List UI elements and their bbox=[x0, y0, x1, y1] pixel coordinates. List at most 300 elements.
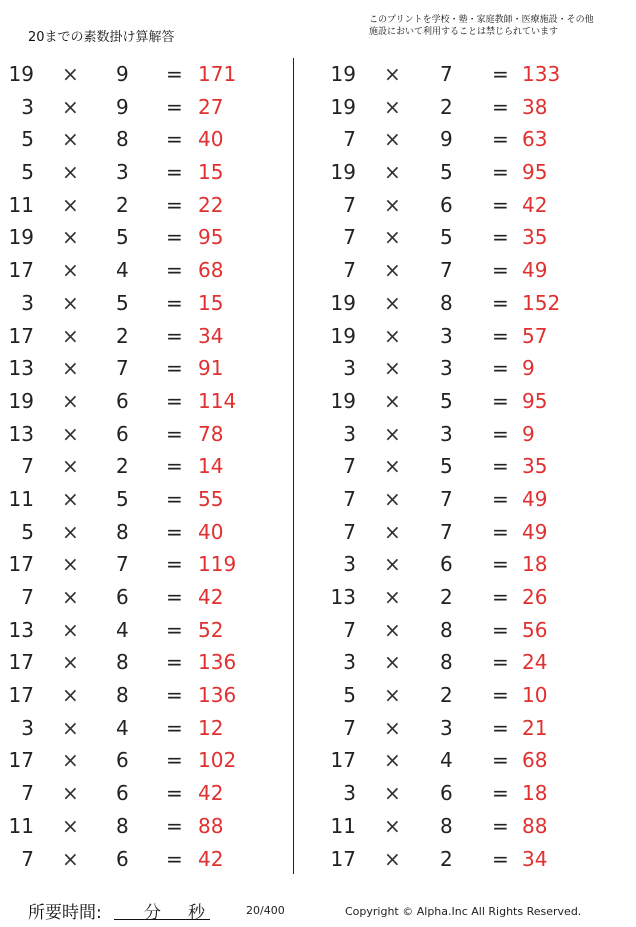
problem-row bbox=[0, 91, 300, 124]
problem-row bbox=[328, 777, 628, 810]
equals-sign: = bbox=[166, 388, 183, 413]
footer bbox=[0, 898, 636, 922]
multiplicand: 11 bbox=[8, 192, 34, 217]
problem-row bbox=[0, 352, 300, 385]
times-sign: × bbox=[384, 519, 401, 544]
problem-row bbox=[0, 418, 300, 451]
problem-row bbox=[0, 516, 300, 549]
equals-sign: = bbox=[166, 781, 183, 806]
multiplier: 6 bbox=[116, 781, 129, 806]
times-sign: × bbox=[384, 683, 401, 708]
times-sign: × bbox=[62, 748, 79, 773]
times-sign: × bbox=[384, 94, 401, 119]
times-sign: × bbox=[62, 552, 79, 577]
multiplier: 2 bbox=[440, 94, 453, 119]
answer: 68 bbox=[198, 258, 224, 283]
problem-row bbox=[0, 744, 300, 777]
multiplicand: 7 bbox=[21, 846, 34, 871]
equals-sign: = bbox=[166, 585, 183, 609]
equals-sign: = bbox=[166, 421, 183, 446]
answer: 136 bbox=[198, 650, 237, 675]
equals-sign: = bbox=[492, 683, 509, 708]
multiplier: 2 bbox=[440, 683, 453, 708]
multiplicand: 17 bbox=[8, 552, 34, 577]
times-sign: × bbox=[384, 454, 401, 479]
times-sign: × bbox=[62, 62, 79, 86]
answer: 136 bbox=[198, 683, 237, 708]
equals-sign: = bbox=[166, 258, 183, 283]
multiplicand: 5 bbox=[343, 683, 356, 708]
times-sign: × bbox=[384, 62, 401, 86]
seconds-label: 秒 bbox=[188, 903, 205, 923]
equals-sign: = bbox=[166, 356, 183, 381]
multiplier: 6 bbox=[116, 421, 129, 446]
answer: 38 bbox=[522, 94, 548, 119]
times-sign: × bbox=[384, 225, 401, 250]
answer: 42 bbox=[198, 585, 224, 609]
problem-row bbox=[328, 189, 628, 222]
answer: 34 bbox=[198, 323, 224, 348]
times-sign: × bbox=[384, 486, 401, 511]
answer: 15 bbox=[198, 290, 224, 315]
multiplicand: 19 bbox=[8, 388, 34, 413]
times-sign: × bbox=[384, 127, 401, 152]
page-counter: 20/400 bbox=[246, 904, 285, 917]
multiplicand: 3 bbox=[21, 290, 34, 315]
multiplier: 8 bbox=[116, 650, 129, 675]
problem-row bbox=[328, 581, 628, 614]
minutes-label: 分 bbox=[144, 903, 161, 923]
problem-row bbox=[328, 810, 628, 843]
times-sign: × bbox=[62, 715, 79, 740]
multiplier: 2 bbox=[440, 585, 453, 609]
problem-row bbox=[0, 320, 300, 353]
multiplier: 6 bbox=[440, 781, 453, 806]
answer: 40 bbox=[198, 519, 224, 544]
times-sign: × bbox=[62, 290, 79, 315]
multiplier: 9 bbox=[116, 62, 129, 86]
equals-sign: = bbox=[492, 617, 509, 642]
times-sign: × bbox=[62, 388, 79, 413]
multiplicand: 17 bbox=[8, 683, 34, 708]
multiplicand: 17 bbox=[8, 748, 34, 773]
problem-row bbox=[0, 777, 300, 810]
times-sign: × bbox=[62, 813, 79, 838]
answer: 9 bbox=[522, 421, 535, 446]
usage-notice-line-1: このプリントを学校・塾・家庭教師・医療施設・その他 bbox=[369, 15, 594, 25]
multiplier: 3 bbox=[440, 323, 453, 348]
answer: 12 bbox=[198, 715, 224, 740]
problem-row bbox=[328, 221, 628, 254]
multiplier: 8 bbox=[440, 650, 453, 675]
equals-sign: = bbox=[166, 290, 183, 315]
problem-row bbox=[0, 287, 300, 320]
multiplier: 3 bbox=[440, 421, 453, 446]
multiplier: 7 bbox=[440, 62, 453, 86]
multiplicand: 19 bbox=[330, 94, 356, 119]
equals-sign: = bbox=[166, 650, 183, 675]
multiplicand: 11 bbox=[330, 813, 356, 838]
multiplier: 2 bbox=[116, 192, 129, 217]
answer: 49 bbox=[522, 486, 548, 511]
multiplicand: 5 bbox=[21, 160, 34, 185]
multiplier: 7 bbox=[440, 486, 453, 511]
problem-row bbox=[0, 843, 300, 876]
equals-sign: = bbox=[166, 192, 183, 217]
times-sign: × bbox=[384, 781, 401, 806]
problem-row bbox=[328, 646, 628, 679]
multiplicand: 7 bbox=[343, 225, 356, 250]
multiplier: 3 bbox=[116, 160, 129, 185]
multiplier: 3 bbox=[440, 715, 453, 740]
answer: 171 bbox=[198, 62, 237, 86]
problem-row bbox=[0, 385, 300, 418]
multiplicand: 7 bbox=[21, 585, 34, 609]
multiplicand: 3 bbox=[21, 94, 34, 119]
problem-row bbox=[0, 254, 300, 287]
equals-sign: = bbox=[492, 192, 509, 217]
multiplier: 4 bbox=[116, 715, 129, 740]
problem-row bbox=[328, 91, 628, 124]
equals-sign: = bbox=[166, 127, 183, 152]
column-divider bbox=[293, 58, 294, 874]
answer: 102 bbox=[198, 748, 237, 773]
multiplicand: 17 bbox=[8, 258, 34, 283]
equals-sign: = bbox=[166, 683, 183, 708]
equals-sign: = bbox=[166, 813, 183, 838]
multiplicand: 3 bbox=[343, 781, 356, 806]
answer: 78 bbox=[198, 421, 224, 446]
times-sign: × bbox=[62, 356, 79, 381]
multiplicand: 17 bbox=[8, 323, 34, 348]
answer: 63 bbox=[522, 127, 548, 152]
answer: 114 bbox=[198, 388, 237, 413]
problem-row bbox=[328, 483, 628, 516]
equals-sign: = bbox=[492, 715, 509, 740]
problem-row bbox=[328, 516, 628, 549]
times-sign: × bbox=[384, 192, 401, 217]
problem-row bbox=[0, 810, 300, 843]
equals-sign: = bbox=[166, 748, 183, 773]
multiplicand: 3 bbox=[343, 421, 356, 446]
multiplier: 8 bbox=[116, 813, 129, 838]
times-sign: × bbox=[62, 258, 79, 283]
times-sign: × bbox=[62, 127, 79, 152]
answer: 21 bbox=[522, 715, 548, 740]
multiplicand: 13 bbox=[8, 421, 34, 446]
times-sign: × bbox=[62, 421, 79, 446]
answer: 42 bbox=[522, 192, 548, 217]
multiplier: 8 bbox=[440, 290, 453, 315]
multiplier: 8 bbox=[440, 813, 453, 838]
answer: 56 bbox=[522, 617, 548, 642]
problem-row bbox=[0, 646, 300, 679]
multiplicand: 7 bbox=[343, 258, 356, 283]
multiplicand: 5 bbox=[21, 519, 34, 544]
problem-row bbox=[328, 287, 628, 320]
equals-sign: = bbox=[166, 715, 183, 740]
problem-row bbox=[328, 744, 628, 777]
times-sign: × bbox=[62, 160, 79, 185]
multiplier: 5 bbox=[440, 454, 453, 479]
times-sign: × bbox=[62, 519, 79, 544]
times-sign: × bbox=[384, 356, 401, 381]
multiplicand: 11 bbox=[8, 486, 34, 511]
multiplicand: 5 bbox=[21, 127, 34, 152]
answer: 119 bbox=[198, 552, 237, 577]
problem-row bbox=[0, 156, 300, 189]
equals-sign: = bbox=[166, 846, 183, 871]
multiplicand: 7 bbox=[343, 127, 356, 152]
multiplicand: 13 bbox=[8, 356, 34, 381]
multiplicand: 3 bbox=[21, 715, 34, 740]
multiplier: 6 bbox=[116, 748, 129, 773]
times-sign: × bbox=[384, 748, 401, 773]
times-sign: × bbox=[384, 552, 401, 577]
multiplier: 4 bbox=[116, 617, 129, 642]
equals-sign: = bbox=[492, 62, 509, 86]
problem-row bbox=[328, 548, 628, 581]
times-sign: × bbox=[62, 585, 79, 609]
equals-sign: = bbox=[166, 486, 183, 511]
equals-sign: = bbox=[492, 781, 509, 806]
problem-row bbox=[0, 123, 300, 156]
answer: 49 bbox=[522, 258, 548, 283]
times-sign: × bbox=[62, 486, 79, 511]
equals-sign: = bbox=[492, 846, 509, 871]
multiplicand: 19 bbox=[330, 160, 356, 185]
multiplicand: 3 bbox=[343, 356, 356, 381]
multiplier: 8 bbox=[116, 683, 129, 708]
multiplier: 5 bbox=[116, 290, 129, 315]
answer: 95 bbox=[198, 225, 224, 250]
multiplicand: 7 bbox=[343, 519, 356, 544]
multiplier: 4 bbox=[440, 748, 453, 773]
problem-row bbox=[328, 712, 628, 745]
answer: 9 bbox=[522, 356, 535, 381]
problem-row bbox=[0, 221, 300, 254]
equals-sign: = bbox=[492, 225, 509, 250]
times-sign: × bbox=[384, 258, 401, 283]
equals-sign: = bbox=[492, 486, 509, 511]
times-sign: × bbox=[62, 781, 79, 806]
multiplier: 2 bbox=[116, 454, 129, 479]
multiplicand: 3 bbox=[343, 650, 356, 675]
answer: 88 bbox=[522, 813, 548, 838]
multiplicand: 7 bbox=[343, 192, 356, 217]
multiplicand: 7 bbox=[343, 715, 356, 740]
multiplicand: 17 bbox=[330, 846, 356, 871]
equals-sign: = bbox=[166, 225, 183, 250]
multiplier: 8 bbox=[440, 617, 453, 642]
multiplicand: 17 bbox=[8, 650, 34, 675]
problem-row bbox=[0, 189, 300, 222]
answer: 152 bbox=[522, 290, 561, 315]
multiplicand: 19 bbox=[330, 62, 356, 86]
answer: 57 bbox=[522, 323, 548, 348]
equals-sign: = bbox=[492, 388, 509, 413]
answer: 35 bbox=[522, 225, 548, 250]
times-sign: × bbox=[62, 323, 79, 348]
copyright-notice: Copyright © Alpha.Inc All Rights Reserved. bbox=[345, 905, 582, 918]
equals-sign: = bbox=[166, 552, 183, 577]
multiplier: 2 bbox=[116, 323, 129, 348]
problem-row bbox=[328, 843, 628, 876]
problem-row bbox=[328, 156, 628, 189]
answer: 14 bbox=[198, 454, 224, 479]
answer: 24 bbox=[522, 650, 548, 675]
multiplicand: 13 bbox=[8, 617, 34, 642]
answer: 35 bbox=[522, 454, 548, 479]
answer: 133 bbox=[522, 62, 561, 86]
answer: 18 bbox=[522, 552, 548, 577]
multiplier: 2 bbox=[440, 846, 453, 871]
equals-sign: = bbox=[166, 323, 183, 348]
problem-row bbox=[0, 614, 300, 647]
problem-row bbox=[328, 352, 628, 385]
times-sign: × bbox=[384, 160, 401, 185]
times-sign: × bbox=[62, 454, 79, 479]
equals-sign: = bbox=[492, 552, 509, 577]
multiplier: 6 bbox=[440, 552, 453, 577]
times-sign: × bbox=[384, 617, 401, 642]
problem-row bbox=[328, 320, 628, 353]
equals-sign: = bbox=[492, 585, 509, 609]
times-sign: × bbox=[384, 650, 401, 675]
multiplicand: 17 bbox=[330, 748, 356, 773]
multiplier: 9 bbox=[440, 127, 453, 152]
equals-sign: = bbox=[166, 617, 183, 642]
multiplicand: 19 bbox=[330, 290, 356, 315]
problem-row bbox=[328, 58, 628, 91]
answer: 27 bbox=[198, 94, 224, 119]
times-sign: × bbox=[62, 650, 79, 675]
equals-sign: = bbox=[492, 813, 509, 838]
multiplier: 7 bbox=[116, 356, 129, 381]
page-title: 20までの素数掛け算解答 bbox=[28, 30, 175, 45]
equals-sign: = bbox=[492, 127, 509, 152]
multiplier: 5 bbox=[116, 225, 129, 250]
answer: 49 bbox=[522, 519, 548, 544]
problem-row bbox=[328, 450, 628, 483]
answer: 15 bbox=[198, 160, 224, 185]
problem-row bbox=[0, 581, 300, 614]
multiplier: 4 bbox=[116, 258, 129, 283]
times-sign: × bbox=[62, 94, 79, 119]
multiplier: 5 bbox=[440, 225, 453, 250]
answer: 95 bbox=[522, 388, 548, 413]
times-sign: × bbox=[384, 846, 401, 871]
multiplier: 5 bbox=[440, 160, 453, 185]
equals-sign: = bbox=[166, 94, 183, 119]
multiplicand: 7 bbox=[343, 617, 356, 642]
problem-row bbox=[0, 679, 300, 712]
problem-row bbox=[0, 450, 300, 483]
multiplicand: 7 bbox=[343, 454, 356, 479]
problem-row bbox=[328, 254, 628, 287]
problem-row bbox=[328, 679, 628, 712]
times-sign: × bbox=[62, 225, 79, 250]
equals-sign: = bbox=[492, 323, 509, 348]
answer: 52 bbox=[198, 617, 224, 642]
problem-row bbox=[0, 58, 300, 91]
answer: 10 bbox=[522, 683, 548, 708]
multiplier: 5 bbox=[440, 388, 453, 413]
equals-sign: = bbox=[492, 421, 509, 446]
times-sign: × bbox=[384, 290, 401, 315]
multiplier: 7 bbox=[440, 519, 453, 544]
multiplier: 9 bbox=[116, 94, 129, 119]
answer: 18 bbox=[522, 781, 548, 806]
multiplier: 8 bbox=[116, 519, 129, 544]
multiplier: 6 bbox=[440, 192, 453, 217]
equals-sign: = bbox=[166, 62, 183, 86]
multiplier: 8 bbox=[116, 127, 129, 152]
problem-row bbox=[328, 385, 628, 418]
times-sign: × bbox=[384, 323, 401, 348]
times-sign: × bbox=[62, 683, 79, 708]
problem-row bbox=[0, 548, 300, 581]
answer: 22 bbox=[198, 192, 224, 217]
multiplicand: 19 bbox=[330, 323, 356, 348]
answer: 68 bbox=[522, 748, 548, 773]
time-required-label: 所要時間: bbox=[28, 903, 102, 923]
multiplier: 6 bbox=[116, 585, 129, 609]
multiplier: 6 bbox=[116, 388, 129, 413]
answer: 88 bbox=[198, 813, 224, 838]
multiplier: 3 bbox=[440, 356, 453, 381]
answer: 34 bbox=[522, 846, 548, 871]
multiplicand: 7 bbox=[21, 781, 34, 806]
left-problem-column bbox=[0, 58, 300, 875]
multiplicand: 13 bbox=[330, 585, 356, 609]
times-sign: × bbox=[384, 585, 401, 609]
equals-sign: = bbox=[492, 258, 509, 283]
equals-sign: = bbox=[492, 454, 509, 479]
equals-sign: = bbox=[492, 650, 509, 675]
equals-sign: = bbox=[166, 519, 183, 544]
answer: 55 bbox=[198, 486, 224, 511]
equals-sign: = bbox=[492, 748, 509, 773]
multiplicand: 19 bbox=[8, 225, 34, 250]
multiplier: 7 bbox=[440, 258, 453, 283]
equals-sign: = bbox=[492, 356, 509, 381]
problem-row bbox=[328, 614, 628, 647]
answer: 42 bbox=[198, 781, 224, 806]
answer: 40 bbox=[198, 127, 224, 152]
equals-sign: = bbox=[166, 454, 183, 479]
times-sign: × bbox=[62, 192, 79, 217]
times-sign: × bbox=[384, 715, 401, 740]
multiplier: 7 bbox=[116, 552, 129, 577]
equals-sign: = bbox=[492, 160, 509, 185]
multiplicand: 19 bbox=[330, 388, 356, 413]
equals-sign: = bbox=[492, 290, 509, 315]
answer: 42 bbox=[198, 846, 224, 871]
problem-row bbox=[0, 712, 300, 745]
usage-notice bbox=[369, 14, 629, 38]
times-sign: × bbox=[384, 813, 401, 838]
multiplicand: 11 bbox=[8, 813, 34, 838]
multiplier: 6 bbox=[116, 846, 129, 871]
multiplicand: 7 bbox=[21, 454, 34, 479]
answer: 26 bbox=[522, 585, 548, 609]
equals-sign: = bbox=[166, 160, 183, 185]
times-sign: × bbox=[384, 421, 401, 446]
multiplicand: 19 bbox=[8, 62, 34, 86]
problem-row bbox=[0, 483, 300, 516]
problem-row bbox=[328, 418, 628, 451]
